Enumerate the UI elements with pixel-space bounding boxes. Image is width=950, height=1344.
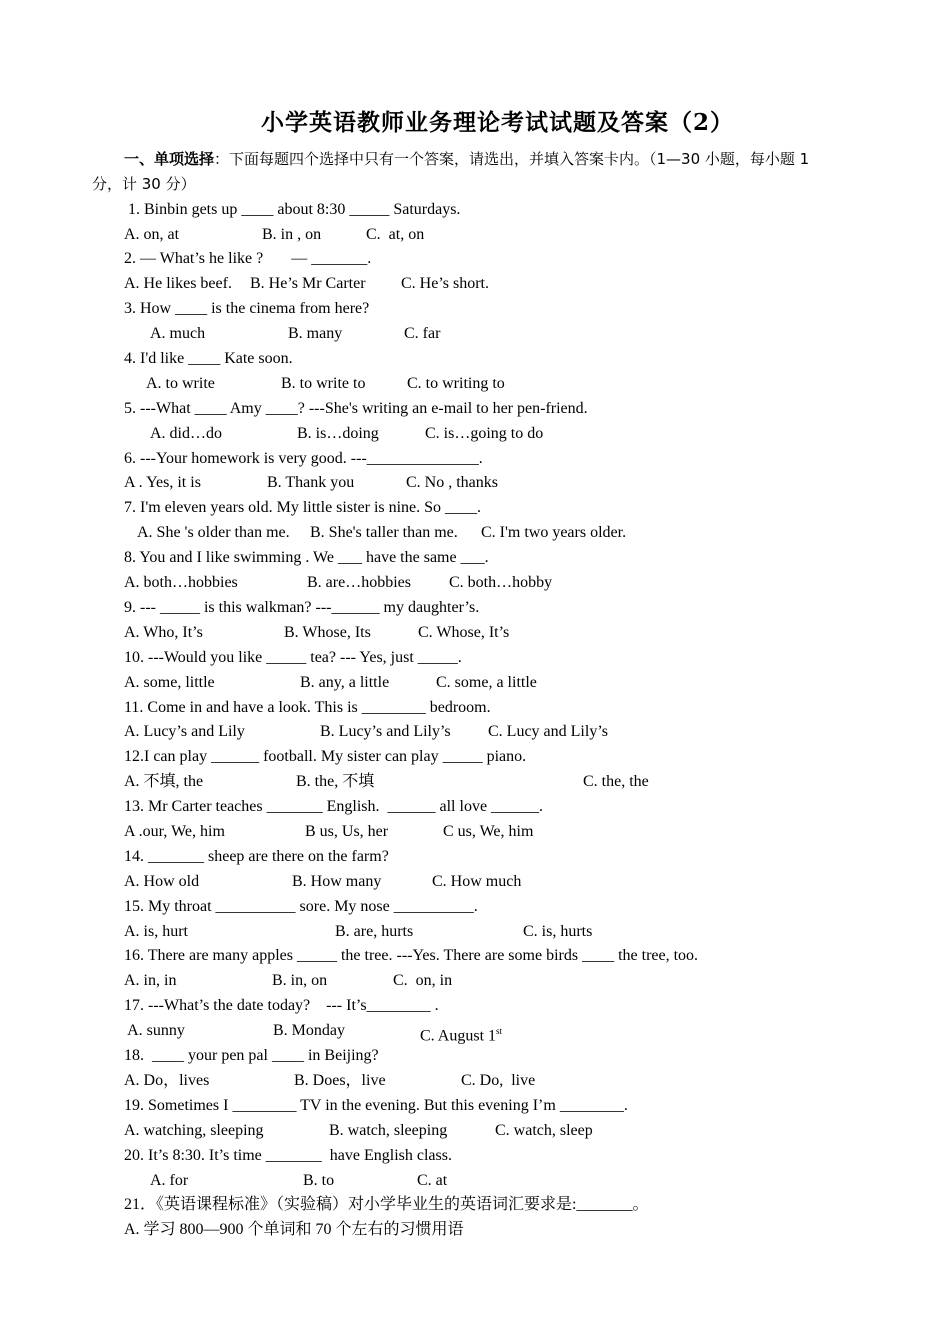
option-b: B. any, a little xyxy=(300,674,390,691)
option-a: A. to write xyxy=(146,375,215,392)
page-title: 小学英语教师业务理论考试试题及答案（2） xyxy=(260,109,734,136)
option-b: B. many xyxy=(288,325,343,342)
option-a: A. He likes beef. xyxy=(124,275,232,292)
option-c: C. No , thanks xyxy=(406,474,498,491)
option-b: B. Thank you xyxy=(267,474,355,491)
option-b: B. the, 不填 xyxy=(296,773,375,790)
question-14: 14. _______ sheep are there on the farm? xyxy=(124,848,389,865)
section-text-line1: ：下面每题四个选择中只有一个答案，请选出，并填入答案卡内。（1—30 小题，每小题 1 xyxy=(214,150,810,168)
option-b: B. Whose, Its xyxy=(284,624,371,641)
option-a: A. is, hurt xyxy=(124,923,188,940)
option-c: C. How much xyxy=(432,873,522,890)
option-c xyxy=(420,1021,502,1046)
option-c: C. Do, live xyxy=(461,1072,536,1089)
option-c: C. at xyxy=(417,1172,448,1189)
question-5: 5. ---What ____ Amy ____? ---She's writing an e-mail to her pen-friend. xyxy=(124,400,588,417)
option-b: B. to xyxy=(303,1172,335,1189)
option-a: A. Do，lives xyxy=(124,1072,210,1089)
question-16: 16. There are many apples _____ the tree. ---Yes. There are some birds ____ the tree, too. xyxy=(124,947,699,964)
option-b: B. are, hurts xyxy=(335,923,414,940)
option-c: C. Lucy and Lily’s xyxy=(488,723,608,740)
option-b: B. Monday xyxy=(273,1022,345,1039)
option-a: A. 学习 800—900 个单词和 70 个左右的习惯用语 xyxy=(124,1221,464,1238)
option-c: C. at, on xyxy=(366,226,425,243)
option-a: A. She 's older than me. xyxy=(137,524,290,541)
section-instructions xyxy=(92,147,872,197)
option-a: A. Lucy’s and Lily xyxy=(124,723,245,740)
option-a: A. some, little xyxy=(124,674,215,691)
option-a: A .our, We, him xyxy=(124,823,225,840)
option-b: B. in, on xyxy=(272,972,328,989)
option-a: A. both…hobbies xyxy=(124,574,238,591)
question-9: 9. --- _____ is this walkman? ---______ my daughter’s. xyxy=(124,599,480,616)
option-c: C. some, a little xyxy=(436,674,537,691)
option-b: B us, Us, her xyxy=(305,823,389,840)
question-21: 21．《英语课程标准》（实验稿）对小学毕业生的英语词汇要求是:_______。 xyxy=(124,1196,649,1213)
option-c: C. He’s short. xyxy=(401,275,489,292)
question-6: 6. ---Your homework is very good. ---______________. xyxy=(124,450,483,467)
option-b: B. in , on xyxy=(262,226,322,243)
option-a: A. watching, sleeping xyxy=(124,1122,264,1139)
option-c: C. Whose, It’s xyxy=(418,624,510,641)
option-a: A . Yes, it is xyxy=(124,474,201,491)
option-c-text: C. August 1 xyxy=(420,1027,497,1045)
option-b: B. She's taller than me. xyxy=(310,524,458,541)
option-a: A. sunny xyxy=(124,1022,185,1039)
question-7: 7. I'm eleven years old. My little sister is nine. So ____. xyxy=(124,499,482,516)
option-a: A. on, at xyxy=(124,226,180,243)
question-10: 10. ---Would you like _____ tea? --- Yes, just _____. xyxy=(124,649,462,666)
option-c: C. the, the xyxy=(583,773,649,790)
question-15: 15. My throat __________ sore. My nose __________. xyxy=(124,898,478,915)
option-c: C. I'm two years older. xyxy=(481,524,627,541)
option-b: B. to write to xyxy=(281,375,366,392)
option-b: B. How many xyxy=(292,873,382,890)
option-b: B. He’s Mr Carter xyxy=(250,275,366,292)
question-8: 8. You and I like swimming . We ___ have the same ___. xyxy=(124,549,489,566)
section-text-line2: 分，计 30 分） xyxy=(92,175,196,193)
question-2: 2. — What’s he like ? — _______. xyxy=(124,250,372,267)
option-b: B. watch, sleeping xyxy=(329,1122,448,1139)
question-19: 19. Sometimes I ________ TV in the evening. But this evening I’m ________. xyxy=(124,1097,628,1114)
question-18: 18. ____ your pen pal ____ in Beijing? xyxy=(124,1047,379,1064)
question-13: 13. Mr Carter teaches _______ English. ______ all love ______. xyxy=(124,798,544,815)
question-17: 17. ---What’s the date today? --- It’s________ . xyxy=(124,997,439,1014)
question-4: 4. I'd like ____ Kate soon. xyxy=(124,350,293,367)
option-a: A. for xyxy=(150,1172,189,1189)
ordinal-suffix: st xyxy=(496,1026,503,1036)
option-b: B. is…doing xyxy=(297,425,379,442)
option-a: A. How old xyxy=(124,873,200,890)
option-c: C. watch, sleep xyxy=(495,1122,593,1139)
option-b: B. Does，live xyxy=(294,1072,386,1089)
option-a: A. 不填, the xyxy=(124,773,204,790)
option-b: B. are…hobbies xyxy=(307,574,411,591)
question-12: 12.I can play ______ football. My sister can play _____ piano. xyxy=(124,748,527,765)
option-c: C. to writing to xyxy=(407,375,505,392)
option-a: A. Who, It’s xyxy=(124,624,203,641)
option-b: B. Lucy’s and Lily’s xyxy=(320,723,451,740)
option-c: C. is, hurts xyxy=(523,923,593,940)
section-heading: 一、单项选择 xyxy=(124,150,215,168)
question-20: 20. It’s 8:30. It’s time _______ have English class. xyxy=(124,1147,452,1164)
option-c: C. both…hobby xyxy=(449,574,553,591)
option-a: A. much xyxy=(150,325,206,342)
option-c: C. on, in xyxy=(393,972,453,989)
option-c: C. far xyxy=(404,325,441,342)
option-a: A. did…do xyxy=(150,425,222,442)
option-a: A. in, in xyxy=(124,972,177,989)
option-c: C us, We, him xyxy=(443,823,534,840)
question-1: 1. Binbin gets up ____ about 8:30 _____ Saturdays. xyxy=(124,201,461,218)
question-11: 11. Come in and have a look. This is ________ bedroom. xyxy=(124,699,491,716)
option-c: C. is…going to do xyxy=(425,425,544,442)
question-3: 3. How ____ is the cinema from here? xyxy=(124,300,370,317)
